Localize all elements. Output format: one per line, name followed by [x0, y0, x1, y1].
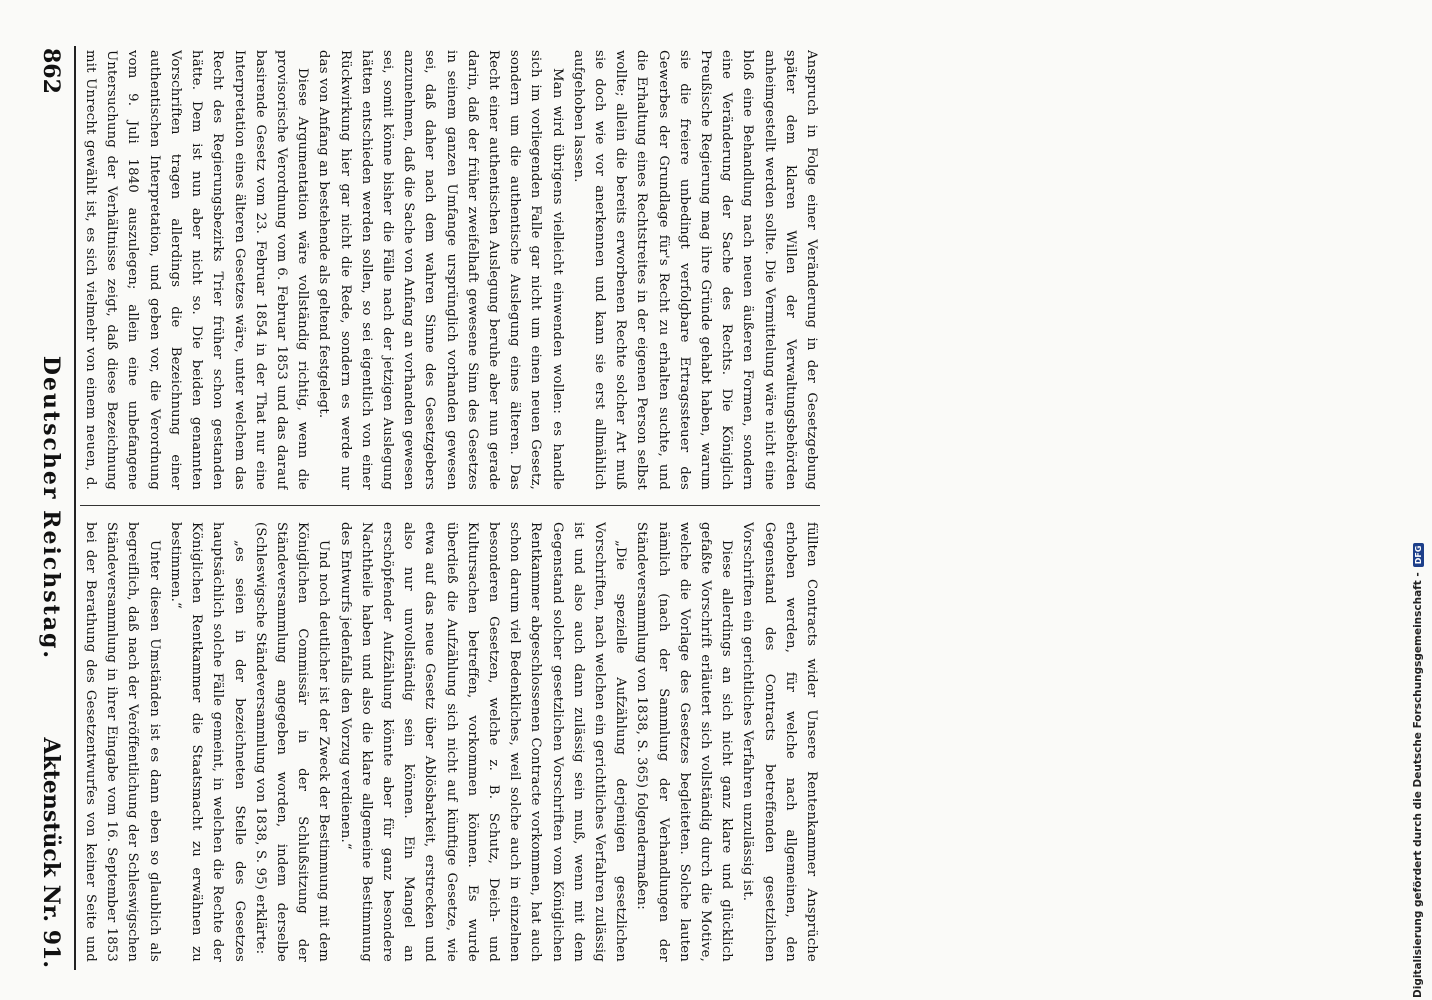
- paragraph: Diese Argumentation wäre vollständig richtig, wenn die provisorische Verordnung vom 6. Februar 1853 und das darauf basirende Gesetz vom 23. Februar 1854 in der That nur eine Interpretation eines älteren Gesetzes wäre, unter welchem das Recht des Regierungsbezirks Trier früher schon gestanden hätte. Dem ist nun aber nicht so. Die beiden genannten Vorschriften tragen allerdings die Bezeichnung einer authentischen Interpretation, und geben vor, die Verordnung vom 9. Juli 1840 auszulegen; allein eine unbefangene Untersuchung der Verhältnisse zeigt, daß diese Bezeichnung mit Unrecht gewählt ist, es sich vielmehr von einem neuen, d.: [83, 50, 311, 490]
- running-title: Deutscher Reichstag.: [38, 355, 64, 661]
- digitization-credit: [1408, 545, 1428, 998]
- paragraph: füllten Contracts wider Unsere Rentenkammer Ansprüche erhoben werden, für welche nach allgemeinen, den Gegenstand des Contracts betreffenden gesetzlichen Vorschriften ein gerichtliches Verfahren unzulässig ist.: [740, 522, 819, 962]
- paragraph: Unter diesen Umständen ist es dann eben so glaublich als begreiflich, daß nach der Veröffentlichung der Schleswigschen Ständeversammlung in ihrer Eingabe vom 16. September 1853 bei der Berathung des Gesetzentwurfes von keiner Seite und: [83, 522, 162, 962]
- header-rule: [74, 46, 76, 970]
- paragraph: Man wird übrigens vielleicht einwenden wollen: es handle sich im vorliegenden Falle gar nicht um einen neuen Gesetz, sondern um die authentische Auslegung eines älteren. Das Recht einer authentischen Auslegung beruhe aber nun gerade darin, daß der früher zweifelhaft gewesene Sinn des Gesetzes in seinem ganzen Umfange ursprünglich vorhanden gewesen sei, daß daher nach dem wahren Sinne des Gesetzgebers anzunehmen, daß die Sache von Anfang an vorhanden gewesen sei, somit könne bisher die Fälle nach der jetzigen Auslegung hätten entschieden werden sollen, so sei eigentlich von einer Rückwirkung hier gar nicht die Rede, sondern es werde nur das von Anfang an bestehende als geltend festgelegt.: [316, 50, 565, 490]
- right-text-column: [77, 522, 822, 962]
- paragraph: Und noch deutlicher ist der Zweck der Bestimmung mit dem Königlichen Commissär in der Schlußsitzung der Ständeversammlung angegeben worden, indem derselbe (Schleswigsche Ständeversammlung von 1838, S. 95) erklärte:: [252, 522, 332, 962]
- quotation: „Die spezielle Aufzählung derjenigen gesetzlichen Vorschriften, nach welchen ein gerichtliches Verfahren zulässig ist und also auch dann zulässig sein muß, wenn mit dem Gegenstand solcher gesetzlichen Vorschriften vom Königlichen Rentkammer abgeschlossenen Contracte vorkommen, hat auch schon darum viel Bedenkliches, weil solche auch in einzelnen besonderen Gesetzen, welche z. B. Schutz, Deich- und Kultursachen betreffen, vorkommen können. Es wurde überdieß die Aufzählung sich nicht auf künftige Gesetze, wie etwa auf das neue Gesetz über Ablösbarkeit, erstrecken und also nur unvollständig sein können. Ein Mangel an erschöpfender Aufzählung könnte aber für ganz besondere Nachtheile haben und also die klare allgemeine Bestimmung des Entwurfs jedenfalls den Vorzug verdienen.“: [337, 522, 629, 962]
- column-divider: [80, 505, 820, 506]
- page-header: [30, 48, 70, 968]
- paragraph: Diese allerdings an sich nicht ganz klare und glücklich gefaßte Vorschrift erläutert sich vollständig durch die Motive, welche die Vorlage des Gesetzes begleiteten. Solche lauten nämlich (nach der Sammlung der Verhandlungen der Ständeversammlung von 1838, S. 365) folgendermaßen:: [634, 522, 735, 962]
- left-text-column: [77, 50, 822, 490]
- quotation: „es seien in der bezeichneten Stelle des Gesetzes hauptsächlich solche Fälle gemeint, in welchen die Rechte der Königlichen Rentkammer die Staatsmacht zu erwähnen zu bestimmen.“: [167, 522, 247, 962]
- page-number: 862: [38, 48, 64, 94]
- dfg-logo: DFG: [1413, 543, 1424, 568]
- credit-text: Digitalisierung gefördert durch die Deutsche Forschungsgemeinschaft -: [1412, 572, 1424, 998]
- document-reference: Aktenstück Nr. 91.: [38, 737, 64, 968]
- paragraph: Anspruch in Folge einer Veränderung in der Gesetzgebung später dem klaren Willen der Verwaltungsbehörden anheimgestellt werden sollte. Die Vermittelung wäre nicht eine bloß eine Behandlung nach neuen äußeren Formen, sondern eine Veränderung der Sache des Rechts. Die Königlich Preußische Regierung mag ihre Gründe gehabt haben, warum sie die freiere unbedingt verfolgbare Ertragssteuer des Gewerbes der Grundlage für's Recht zu erhalten suchte, und die Erhaltung eines Rechtstreites in der eigenen Person selbst wollte; allein die bereits erworbenen Rechte solcher Art muß sie doch wie vor anerkennen und kann sie erst allmählich aufgehoben lassen.: [570, 50, 819, 490]
